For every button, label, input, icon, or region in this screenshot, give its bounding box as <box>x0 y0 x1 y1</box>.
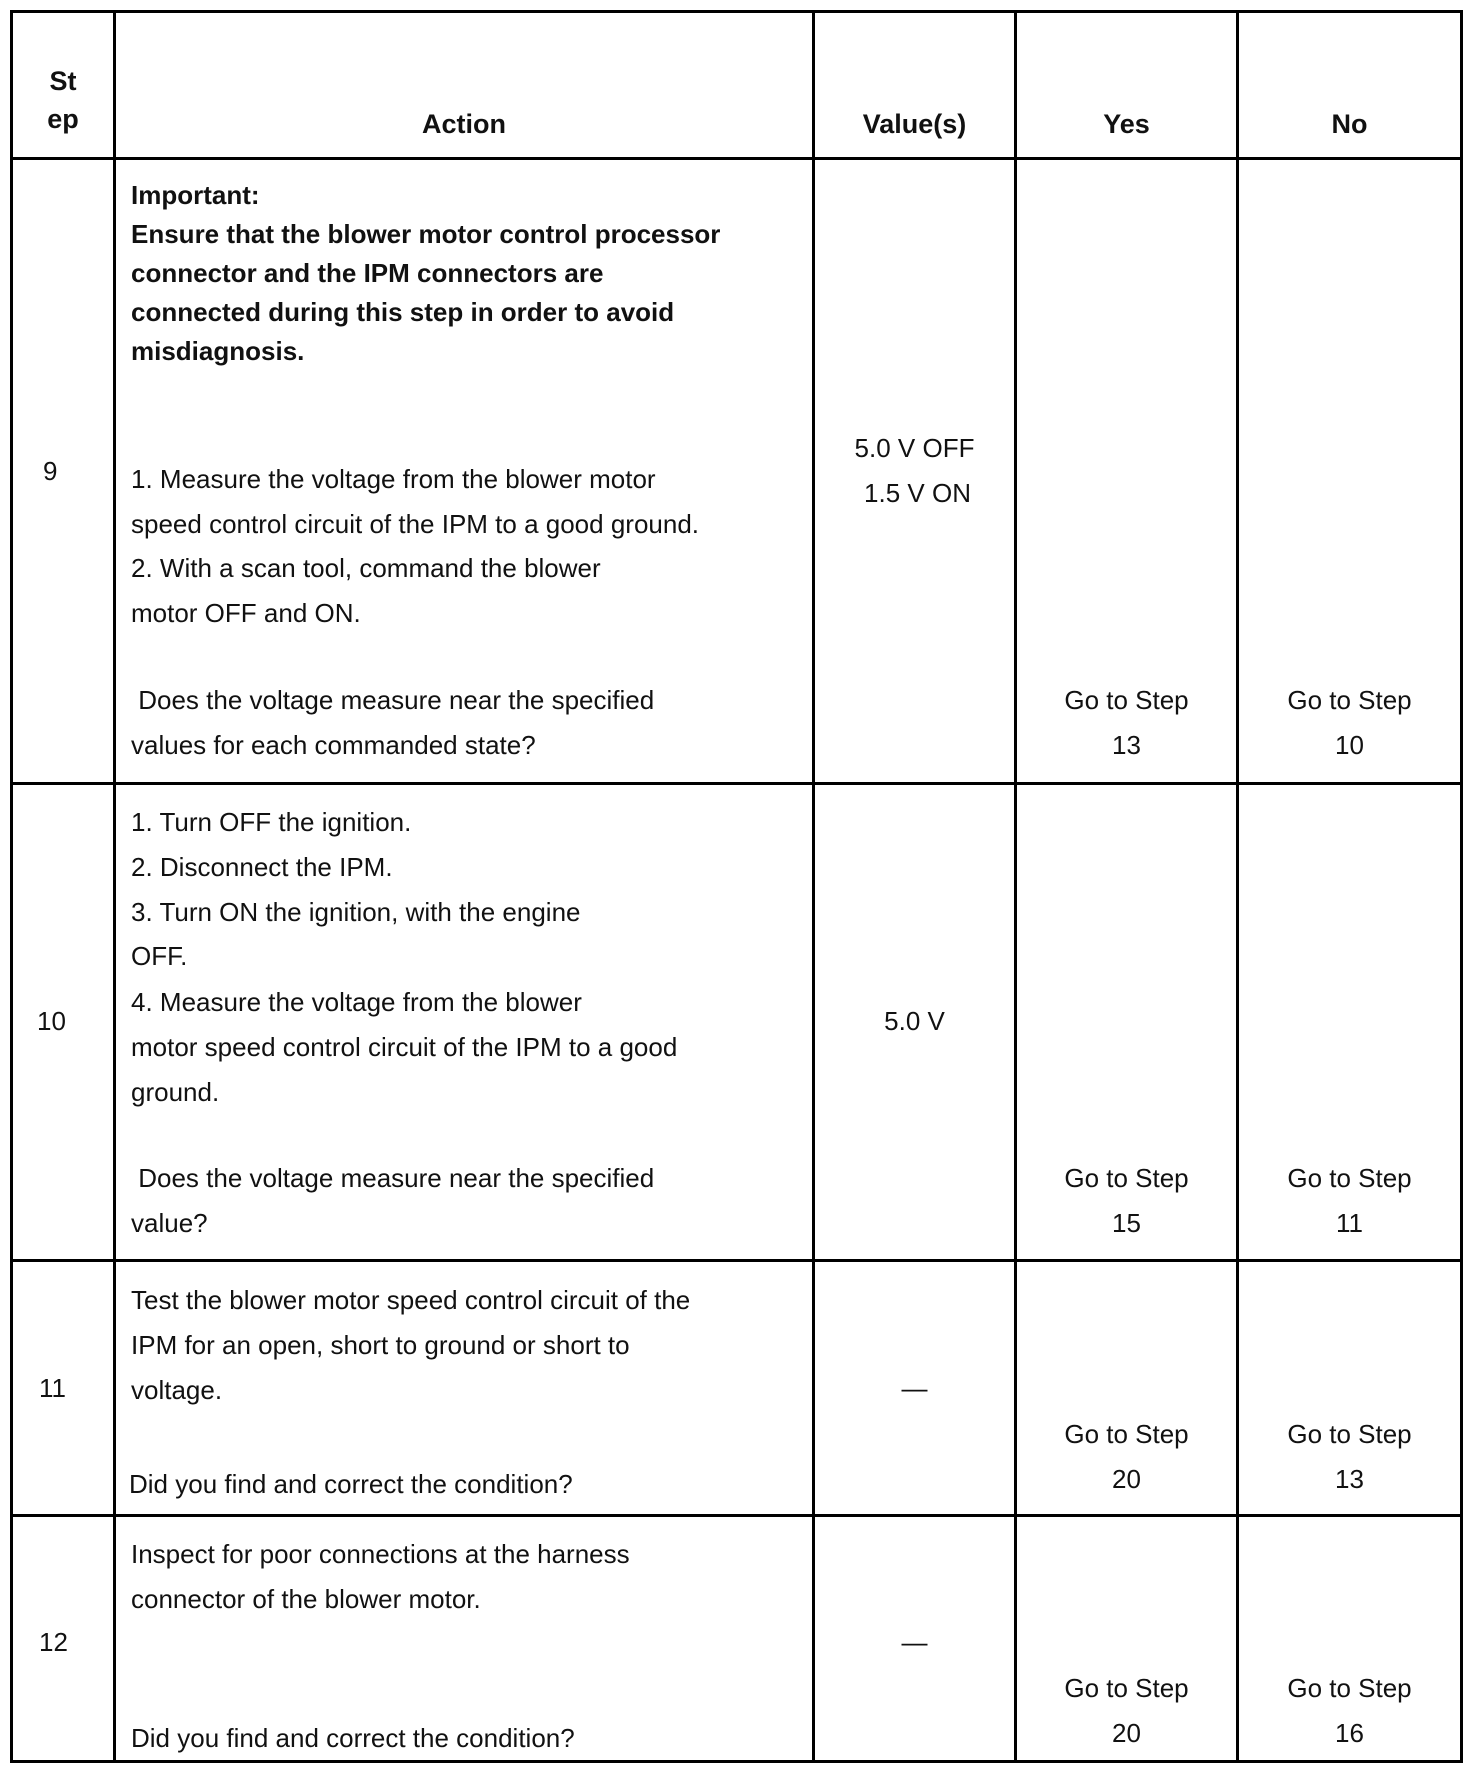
no-goto: Go to Step <box>1287 1673 1412 1703</box>
question-line: Does the voltage measure near the specified <box>131 685 655 715</box>
table-border-left <box>10 10 13 1763</box>
no-goto-step: 16 <box>1335 1718 1364 1748</box>
important-note: Ensure that the blower motor control processor <box>131 219 721 249</box>
question-line: Did you find and correct the condition? <box>129 1469 573 1499</box>
no-goto-step: 13 <box>1335 1464 1364 1494</box>
no-goto-step: 11 <box>1336 1208 1363 1238</box>
header-action: Action <box>422 109 506 139</box>
important-note: connected during this step in order to avoid <box>131 297 675 327</box>
step-number: 10 <box>37 1006 66 1036</box>
yes-goto: Go to Step <box>1064 1163 1189 1193</box>
col-divider-step <box>113 10 116 1763</box>
no-goto-step: 10 <box>1335 730 1364 760</box>
yes-goto-step: 15 <box>1112 1208 1141 1238</box>
step-number: 9 <box>43 456 58 486</box>
no-goto: Go to Step <box>1287 685 1412 715</box>
action-line: 2. With a scan tool, command the blower <box>131 553 601 583</box>
table-border-top <box>10 10 1463 13</box>
yes-goto-step: 20 <box>1112 1718 1141 1748</box>
no-goto: Go to Step <box>1287 1419 1412 1449</box>
action-line: connector of the blower motor. <box>131 1584 481 1614</box>
no-goto: Go to Step <box>1287 1163 1412 1193</box>
value-line: 5.0 V OFF <box>854 433 975 463</box>
action-line: IPM for an open, short to ground or short to <box>131 1330 630 1360</box>
yes-goto-step: 20 <box>1112 1464 1141 1494</box>
action-line: voltage. <box>131 1375 223 1405</box>
row-divider-header <box>10 157 1463 160</box>
action-line: Test the blower motor speed control circuit of the <box>131 1285 691 1315</box>
row-divider-10 <box>10 1259 1463 1262</box>
question-line: values for each commanded state? <box>131 730 536 760</box>
value-line: 1.5 V ON <box>864 478 971 508</box>
question-line: value? <box>131 1208 208 1238</box>
action-line: ground. <box>131 1077 220 1107</box>
action-line: 1. Turn OFF the ignition. <box>131 807 412 837</box>
action-line: 4. Measure the voltage from the blower <box>131 987 582 1017</box>
yes-goto: Go to Step <box>1064 1419 1189 1449</box>
action-line: 1. Measure the voltage from the blower motor <box>131 464 656 494</box>
important-note: misdiagnosis. <box>131 336 305 366</box>
yes-goto: Go to Step <box>1064 685 1189 715</box>
action-line: 3. Turn ON the ignition, with the engine <box>131 897 581 927</box>
row-divider-9 <box>10 782 1463 785</box>
row-divider-11 <box>10 1514 1463 1517</box>
value-line: — <box>901 1627 928 1657</box>
question-line: Did you find and correct the condition? <box>131 1723 575 1753</box>
value-line: 5.0 V <box>884 1006 945 1036</box>
yes-goto: Go to Step <box>1064 1673 1189 1703</box>
col-divider-action <box>812 10 815 1763</box>
header-step-line2: ep <box>47 104 79 134</box>
table-border-right <box>1460 10 1463 1763</box>
header-yes: Yes <box>1103 109 1150 139</box>
yes-goto-step: 13 <box>1112 730 1141 760</box>
important-note: connector and the IPM connectors are <box>131 258 604 288</box>
action-line: motor speed control circuit of the IPM to a good <box>131 1032 678 1062</box>
step-number: 12 <box>39 1627 68 1657</box>
action-line: OFF. <box>131 941 188 971</box>
important-label: Important: <box>131 180 260 210</box>
action-line: 2. Disconnect the IPM. <box>131 852 393 882</box>
header-values: Value(s) <box>862 109 967 139</box>
step-number: 11 <box>39 1373 66 1403</box>
action-line: motor OFF and ON. <box>131 598 361 628</box>
action-line: speed control circuit of the IPM to a good ground. <box>131 509 700 539</box>
value-line: — <box>901 1373 928 1403</box>
question-line: Does the voltage measure near the specified <box>131 1163 655 1193</box>
header-step-line1: St <box>49 66 77 96</box>
action-line: Inspect for poor connections at the harness <box>131 1539 630 1569</box>
header-no: No <box>1331 109 1368 139</box>
header-step <box>13 62 113 138</box>
